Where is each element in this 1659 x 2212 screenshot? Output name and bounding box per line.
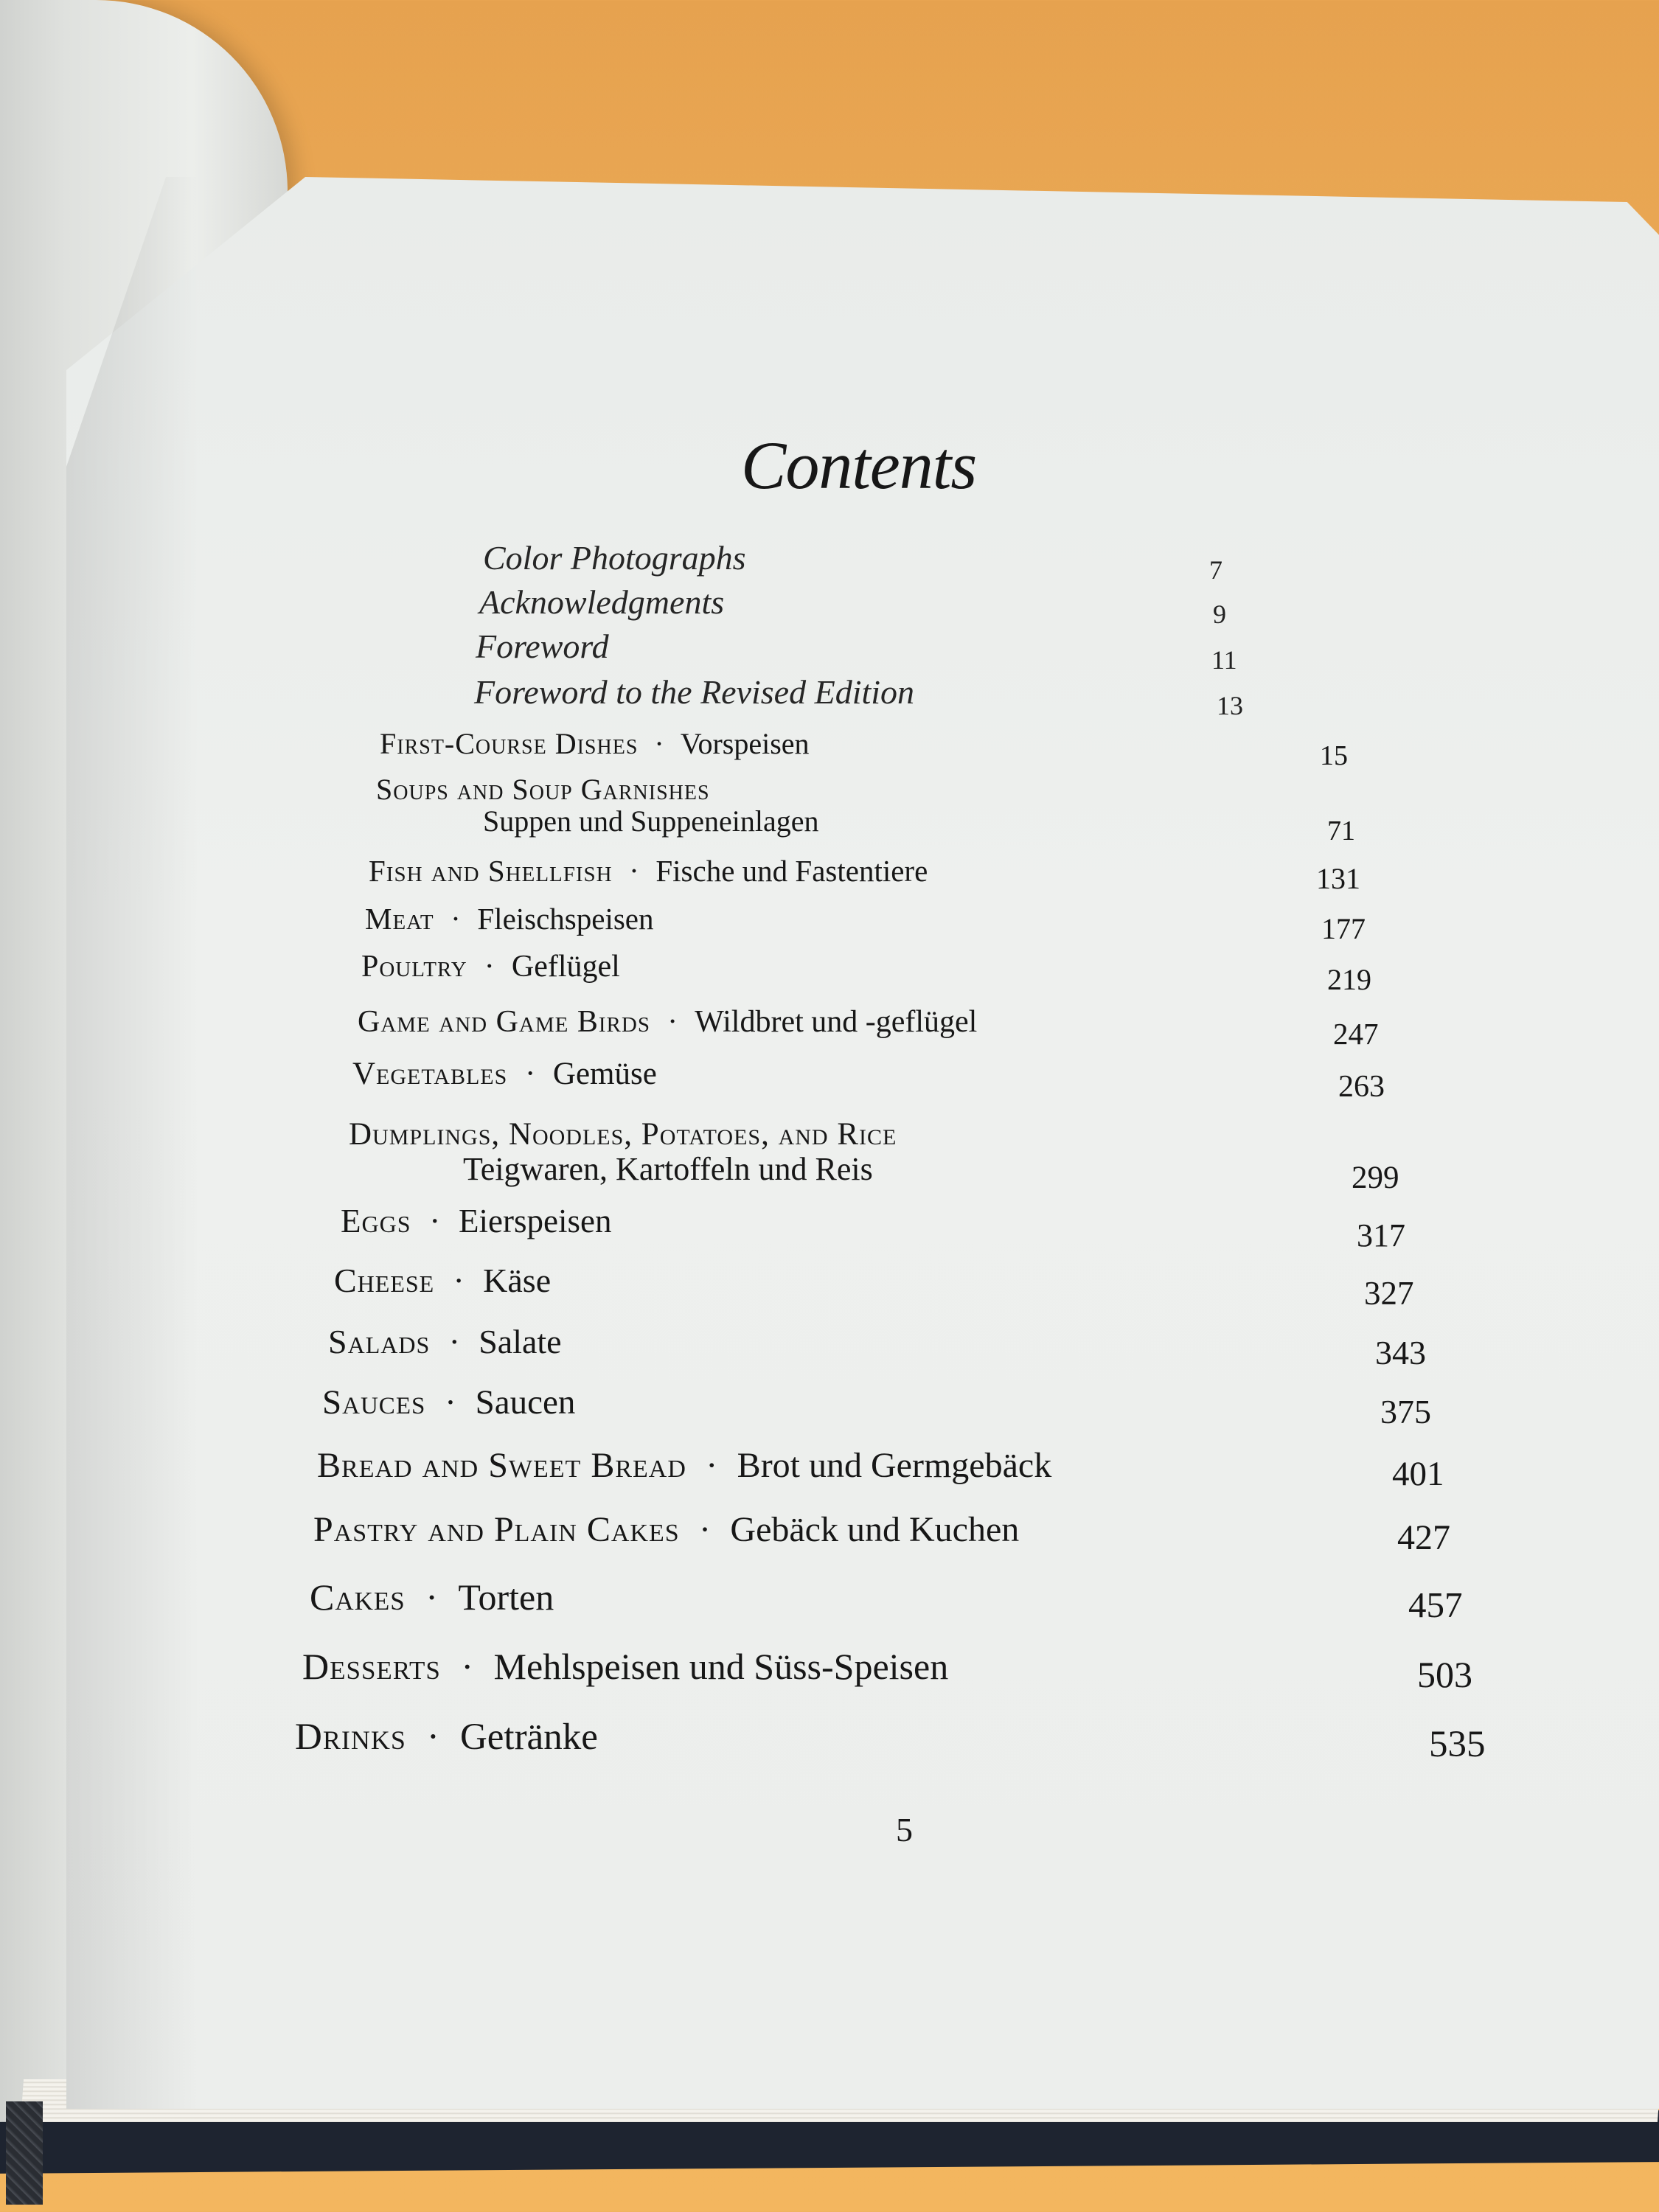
gutter-shadow [66,177,199,2109]
separator: · [484,950,495,984]
chapter-entry [328,1322,562,1361]
separator: · [629,854,639,888]
separator: · [445,1383,456,1422]
page-number: 5 [896,1811,913,1848]
bookmark-ribbon [6,2101,43,2205]
chapter-entry [310,1576,554,1618]
chapter-german: Gebäck und Kuchen [730,1510,1020,1549]
separator: · [448,1323,460,1360]
chapter-page: 219 [1327,963,1371,996]
chapter-german: Käse [483,1262,552,1299]
chapter-english: First-Course Dishes [380,727,639,760]
front-matter-page: 9 [1213,599,1226,629]
chapter-german: Geflügel [511,950,620,984]
chapter-english: Cakes [310,1576,406,1618]
chapter-english: Bread and Sweet Bread [317,1446,686,1485]
chapter-english: Eggs [341,1203,411,1239]
chapter-entry [380,726,810,761]
front-matter-label: Foreword [476,627,609,665]
chapter-german: Vorspeisen [680,727,810,760]
chapter-entry [369,853,928,888]
chapter-english: Dumplings, Noodles, Potatoes, and Rice [349,1117,897,1152]
chapter-german: Mehlspeisen und Süss-Speisen [493,1646,949,1687]
chapter-german: Eierspeisen [459,1203,612,1239]
chapter-english: Game and Game Birds [358,1005,650,1039]
chapter-german: Brot und Germgebäck [737,1446,1052,1485]
chapter-page: 427 [1397,1518,1450,1557]
chapter-english: Fish and Shellfish [369,854,613,888]
chapter-page: 299 [1352,1161,1399,1195]
chapter-english: Vegetables [352,1057,508,1091]
chapter-entry [361,949,620,984]
front-matter-page: 7 [1209,555,1222,585]
chapter-entry [365,901,654,936]
front-matter-page: 11 [1211,645,1237,675]
chapter-page: 177 [1321,912,1366,945]
chapter-german: Suppen und Suppeneinlagen [483,804,819,838]
chapter-english: Cheese [334,1262,435,1299]
chapter-entry [376,772,710,807]
chapter-german: Salate [479,1323,562,1360]
chapter-entry [341,1202,611,1240]
chapter-english: Soups and Soup Garnishes [376,773,710,806]
separator: · [429,1203,441,1239]
chapter-german: Torten [458,1576,554,1618]
chapter-page: 343 [1375,1334,1426,1371]
chapter-german: Saucen [475,1383,576,1422]
chapter-german: Gemüse [552,1057,657,1091]
separator: · [461,1646,474,1687]
chapter-page: 401 [1392,1455,1444,1493]
chapter-entry [317,1445,1051,1486]
front-matter-label: Foreword to the Revised Edition [474,673,915,711]
chapter-entry [358,1004,977,1040]
chapter-english: Meat [365,902,434,936]
chapter-english: Salads [328,1323,431,1360]
chapter-entry [295,1716,598,1759]
chapter-page: 375 [1380,1393,1431,1430]
chapter-german: Wildbret und -geflügel [695,1005,978,1039]
chapter-entry [349,1116,897,1152]
chapter-german: Fische und Fastentiere [655,854,928,888]
separator: · [706,1446,718,1485]
chapter-page: 457 [1408,1585,1463,1625]
chapter-page: 131 [1316,862,1360,895]
separator: · [524,1057,536,1091]
chapter-page: 327 [1364,1275,1414,1312]
chapter-german: Teigwaren, Kartoffeln und Reis [463,1151,873,1187]
chapter-page: 15 [1320,740,1348,771]
front-matter-label: Color Photographs [483,539,746,577]
separator: · [453,1262,465,1299]
separator: · [667,1005,678,1039]
chapter-page: 71 [1327,815,1355,846]
chapter-german: Fleischspeisen [477,902,654,936]
separator: · [699,1510,712,1549]
page-title: Contents [741,428,977,503]
chapter-entry [352,1056,657,1092]
chapter-english: Poultry [361,950,467,984]
chapter-page: 317 [1357,1217,1405,1253]
chapter-entry [302,1645,948,1688]
chapter-german: Getränke [459,1717,598,1758]
front-matter-page: 13 [1217,691,1243,720]
chapter-english: Desserts [302,1646,441,1687]
front-matter-label: Acknowledgments [479,583,725,621]
chapter-english: Pastry and Plain Cakes [313,1510,680,1549]
separator: · [425,1576,438,1618]
chapter-english: Drinks [295,1717,406,1758]
chapter-page: 503 [1417,1654,1472,1695]
chapter-page: 263 [1338,1070,1385,1104]
separator: · [426,1717,439,1758]
separator: · [451,902,461,936]
chapter-entry [322,1382,575,1422]
chapter-english: Sauces [322,1383,426,1422]
separator: · [654,727,664,760]
chapter-page: 247 [1333,1017,1379,1051]
chapter-entry [313,1509,1019,1550]
chapter-entry [334,1261,551,1300]
chapter-page: 535 [1429,1724,1486,1765]
